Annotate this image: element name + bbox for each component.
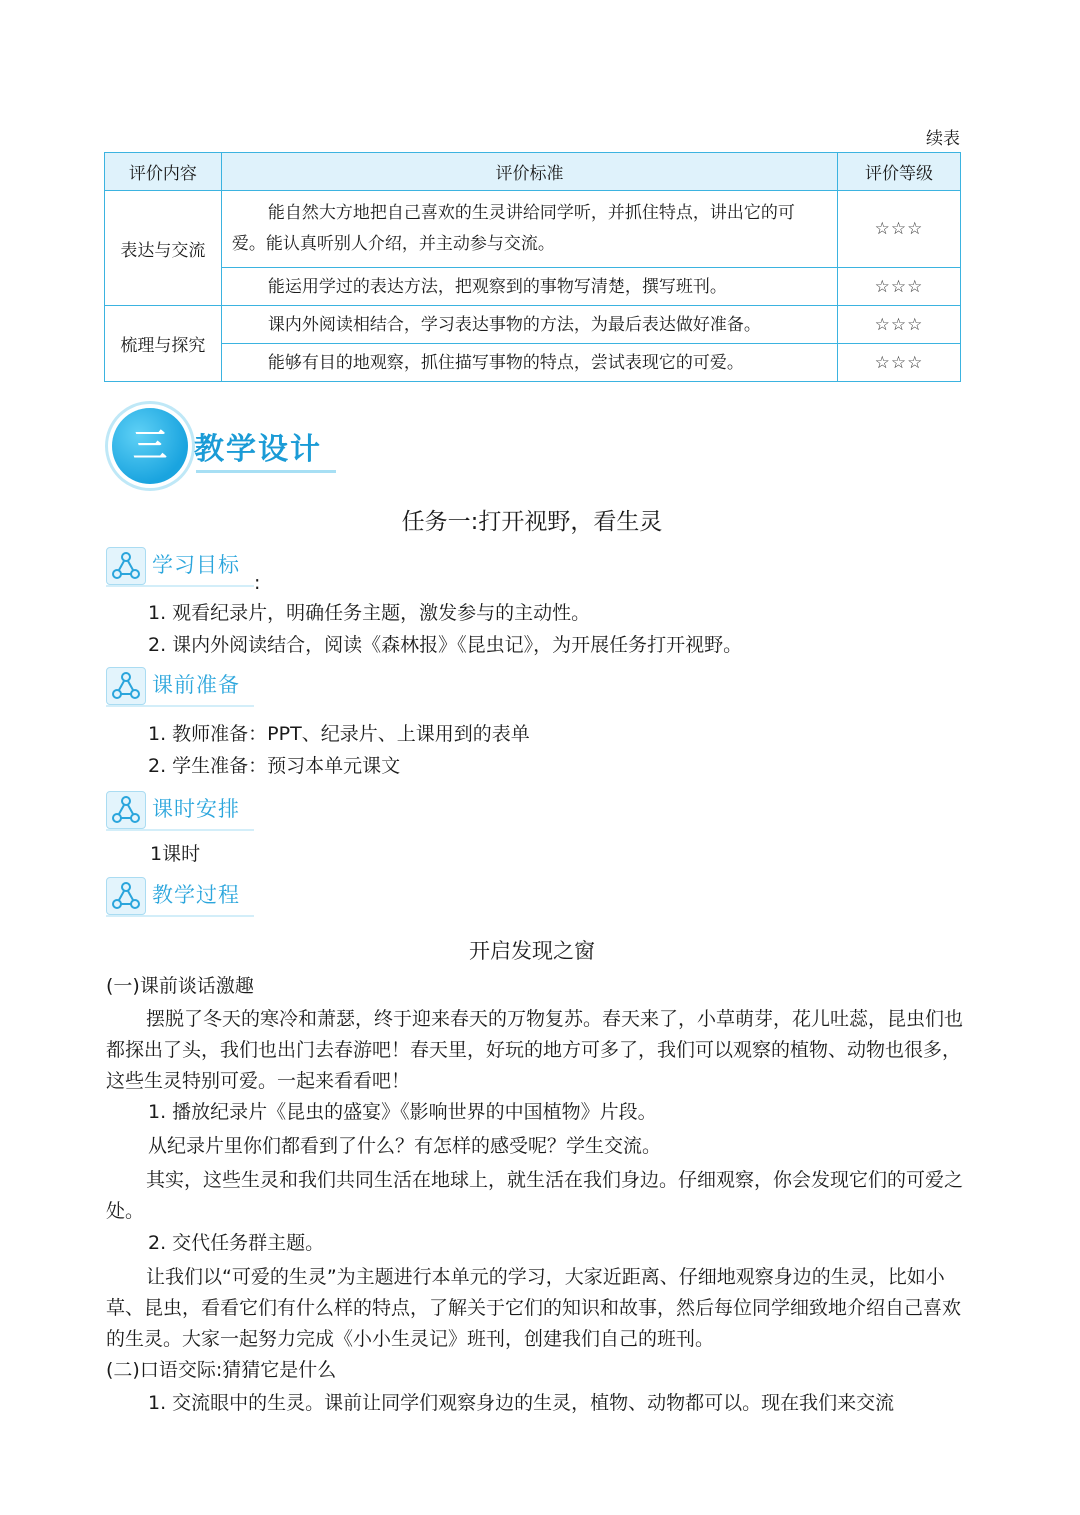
table-row xyxy=(105,191,961,268)
goal-item: 2. 课内外阅读结合，阅读《森林报》《昆虫记》，为开展任务打开视野。 xyxy=(148,634,743,656)
prep-heading xyxy=(106,667,266,707)
triangle-nodes-icon xyxy=(106,791,146,829)
standard-cell xyxy=(221,344,837,382)
section-number: 三 xyxy=(112,408,188,484)
table-header: 评价内容 xyxy=(105,153,222,191)
process-question: 从纪录片里你们都看到了什么？有怎样的感受呢？学生交流。 xyxy=(148,1135,662,1157)
prep-heading-label: 课前准备 xyxy=(152,673,240,697)
table-header: 评价等级 xyxy=(838,153,961,191)
heading-underline xyxy=(106,915,254,917)
category-cell: 梳理与探究 xyxy=(105,306,222,382)
standard-cell xyxy=(221,191,837,268)
prep-item: 2. 学生准备：预习本单元课文 xyxy=(148,755,401,777)
goals-heading xyxy=(106,547,266,587)
level-cell: ☆☆☆ xyxy=(838,268,961,306)
task-title: 任务一:打开视野，看生灵 xyxy=(401,509,663,535)
standard-text: 能运用学过的表达方法，把观察到的事物写清楚，撰写班刊。 xyxy=(267,276,727,297)
heading-underline xyxy=(106,585,254,587)
continued-label: 续表 xyxy=(926,129,960,149)
standard-text: 能够有目的地观察，抓住描写事物的特点，尝试表现它的可爱。 xyxy=(267,352,744,373)
table-header: 评价标准 xyxy=(221,153,837,191)
section-underline xyxy=(196,470,336,473)
goals-heading-label: 学习目标 xyxy=(152,553,240,577)
process-item: 2. 交代任务群主题。 xyxy=(148,1232,325,1254)
evaluation-table xyxy=(104,152,961,382)
section-header xyxy=(104,402,339,494)
standard-cell xyxy=(221,306,837,344)
level-cell: ☆☆☆ xyxy=(838,306,961,344)
category-cell: 表达与交流 xyxy=(105,191,222,306)
paragraph: 其实，这些生灵和我们共同生活在地球上，就生活在我们身边。仔细观察，你会发现它们的可爱之处。 xyxy=(106,1169,964,1222)
triangle-nodes-icon xyxy=(106,667,146,705)
paragraph: 摆脱了冬天的寒冷和萧瑟，终于迎来春天的万物复苏。春天来了，小草萌芽，花儿吐蕊，昆虫们也都探出了头，我们也出门去春游吧！春天里，好玩的地方可多了，我们可以观察的植物、动物也很多，这些生灵特别可爱。一起来看看吧！ xyxy=(106,1008,964,1092)
table-row xyxy=(105,306,961,344)
standard-text: 能自然大方地把自己喜欢的生灵讲给同学听，并抓住特点，讲出它的可爱。能认真听别人介绍，并主动参与交流。 xyxy=(231,203,795,254)
standard-cell xyxy=(221,268,837,306)
table-header-row xyxy=(105,153,961,191)
section-title: 教学设计 xyxy=(194,432,322,467)
table-row xyxy=(105,344,961,382)
triangle-nodes-icon xyxy=(106,547,146,585)
process-heading xyxy=(106,877,266,917)
paragraph: 让我们以“可爱的生灵”为主题进行本单元的学习，大家近距离、仔细地观察身边的生灵，比如小草、昆虫，看看它们有什么样的特点，了解关于它们的知识和故事，然后每位同学细致地介绍自己喜欢的生灵。大家一起努力完成《小小生灵记》班刊，创建我们自己的班刊。 xyxy=(106,1266,962,1350)
table-row xyxy=(105,268,961,306)
level-cell: ☆☆☆ xyxy=(838,191,961,268)
triangle-nodes-icon xyxy=(106,877,146,915)
schedule-value: 1课时 xyxy=(150,843,201,865)
level-cell: ☆☆☆ xyxy=(838,344,961,382)
heading-underline xyxy=(106,705,254,707)
goals-colon: : xyxy=(254,572,261,594)
standard-text: 课内外阅读相结合，学习表达事物的方法，为最后表达做好准备。 xyxy=(267,314,761,335)
process-item: 1. 播放纪录片《昆虫的盛宴》《影响世界的中国植物》片段。 xyxy=(148,1101,657,1123)
process-subtitle: 开启发现之窗 xyxy=(469,939,595,963)
part1-title: (一)课前谈话激趣 xyxy=(106,975,254,997)
schedule-heading-label: 课时安排 xyxy=(152,797,240,821)
paragraph: 1. 交流眼中的生灵。课前让同学们观察身边的生灵，植物、动物都可以。现在我们来交流 xyxy=(148,1392,895,1414)
process-heading-label: 教学过程 xyxy=(152,883,240,907)
goal-item: 1. 观看纪录片，明确任务主题，激发参与的主动性。 xyxy=(148,602,591,624)
schedule-heading xyxy=(106,791,266,831)
heading-underline xyxy=(106,829,254,831)
prep-item: 1. 教师准备：PPT、纪录片、上课用到的表单 xyxy=(148,723,530,745)
part2-title: (二)口语交际:猜猜它是什么 xyxy=(106,1359,337,1381)
